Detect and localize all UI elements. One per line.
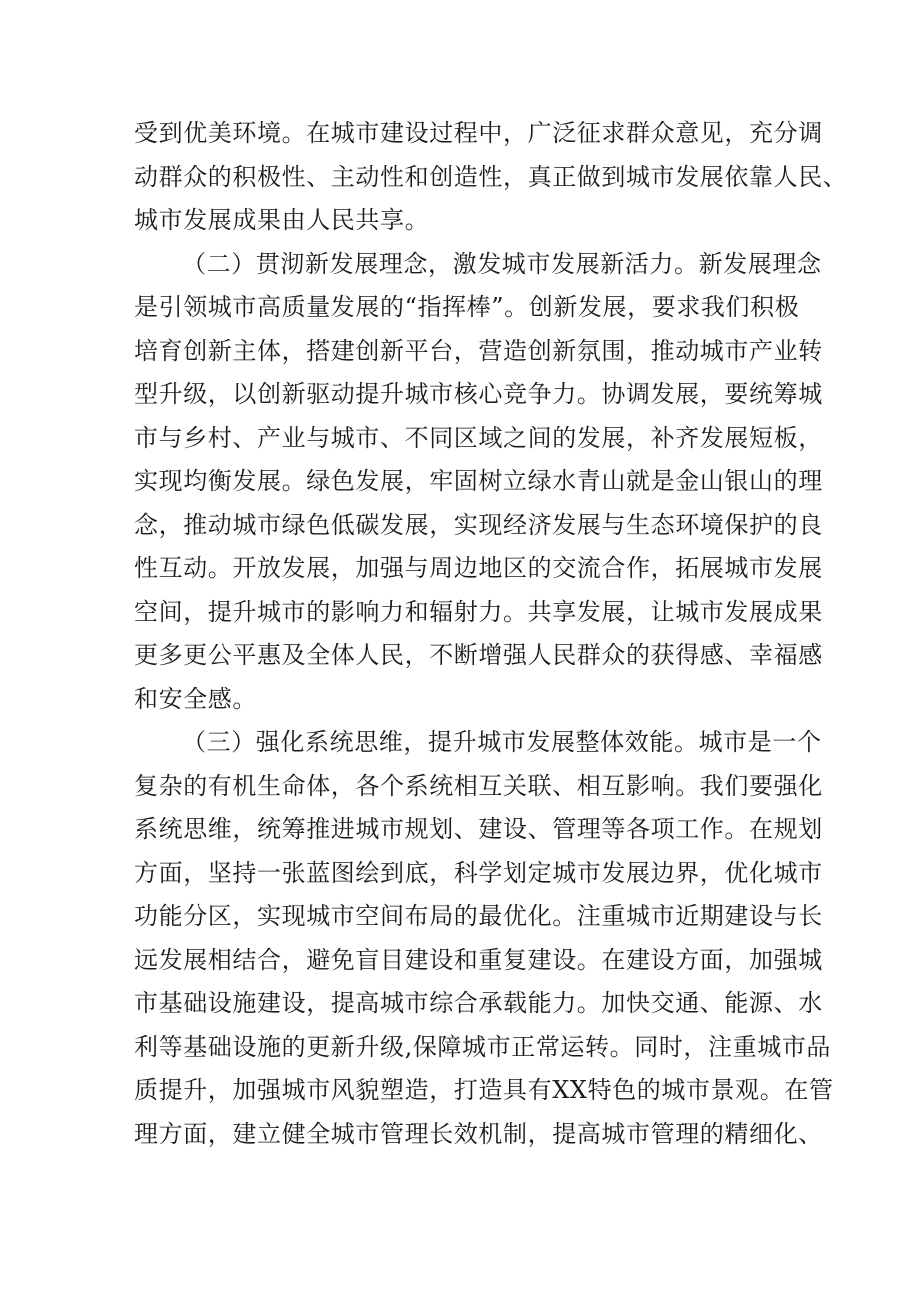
paragraph-1: [134, 112, 848, 243]
text-line: 系统思维，统筹推进城市规划、建设、管理等各项工作。在规划: [134, 815, 823, 843]
text-line: 利等基础设施的更新升级,保障城市正常运转。同时，注重城市品: [134, 1032, 832, 1061]
text-line: 城市发展成果由人民共享。: [134, 206, 430, 234]
text-line: 远发展相结合，避免盲目建设和重复建设。在建设方面，加强城: [134, 945, 823, 974]
text-line: 培育创新主体，搭建创新平台，营造创新氛围，推动城市产业转: [134, 336, 823, 365]
text-line: 理方面，建立健全城市管理长效机制，提高城市管理的精细化、: [134, 1119, 823, 1148]
text-line: 市与乡村、产业与城市、不同区域之间的发展，补齐发展短板，: [134, 423, 823, 452]
text-line: 是引领城市高质量发展的“指挥棒”。创新发展，要求我们积极: [134, 293, 800, 321]
text-line: 质提升，加强城市风貌塑造，打造具有XX特色的城市景观。在管: [134, 1076, 834, 1104]
text-line: 实现均衡发展。绿色发展，牢固树立绿水青山就是金山银山的理: [134, 467, 823, 495]
text-line: 市基础设施建设，提高城市综合承载能力。加快交通、能源、水: [134, 989, 823, 1017]
text-line: 功能分区，实现城市空间布局的最优化。注重城市近期建设与长: [134, 902, 823, 930]
text-line: 方面，坚持一张蓝图绘到底，科学划定城市发展边界，优化城市: [134, 858, 823, 887]
text-line: 型升级，以创新驱动提升城市核心竞争力。协调发展，要统筹城: [134, 380, 823, 408]
text-line: （二）贯沏新发展理念，激发城市发展新活力。新发展理念: [182, 249, 822, 278]
text-line: 空间，提升城市的影响力和辐射力。共享发展，让城市发展成果: [134, 597, 823, 626]
text-line: 和安全感。: [134, 684, 257, 713]
text-line: 受到优美环境。在城市建设过程中，广泛征求群众意见，充分调: [134, 119, 823, 147]
text-line: 更多更公平惠及全体人民，不断增强人民群众的获得感、幸福感: [134, 641, 823, 669]
text-line: 念，推动城市绿色低碳发展，实现经济发展与生态环境保护的良: [134, 510, 823, 539]
paragraph-2: [134, 243, 823, 722]
document-body: [134, 112, 848, 1156]
text-line: 性互动。开放发展，加强与周边地区的交流合作，拓展城市发展: [134, 554, 823, 582]
text-line: 动群众的积极性、主动性和创造性，真正做到城市发展依靠人民、: [134, 162, 848, 191]
paragraph-3: [134, 721, 834, 1156]
text-line: （三）强化系统思维，提升城市发展整体效能。城市是一个: [182, 728, 822, 756]
text-line: 复杂的有机生命体，各个系统相互关联、相互影响。我们要强化: [134, 771, 823, 800]
